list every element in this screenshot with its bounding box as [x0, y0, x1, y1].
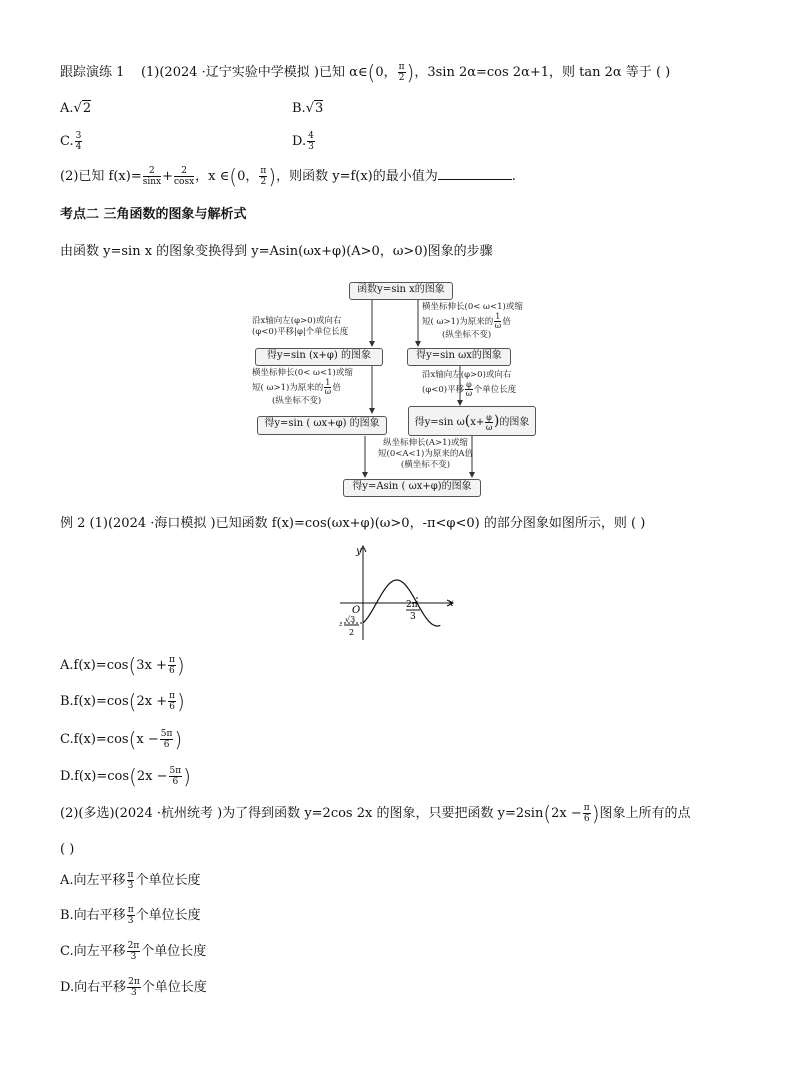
fraction-denominator: 6: [172, 777, 179, 787]
option-text: A.向左平移: [60, 873, 126, 888]
fraction-denominator: 3: [127, 916, 134, 926]
fraction-numerator: 2π: [128, 977, 140, 987]
note-text: 短( ω>1)为原来的: [252, 383, 324, 393]
fraction-denominator: 6: [169, 666, 175, 676]
function-graph: [330, 540, 460, 645]
q2-option-d: [60, 977, 207, 998]
note-right-shift: [422, 370, 516, 398]
example-option-a: A.f(x)=cos(3x + $\frac{\pi}{6}$ ): [60, 653, 185, 678]
y-tick-numerator: √3: [345, 615, 356, 624]
option-letter: D.: [292, 134, 307, 149]
option-text: 2x −: [136, 769, 168, 784]
option-fraction: [168, 655, 176, 676]
q2-open-paren: (: [229, 164, 238, 189]
q1-close-paren: ): [406, 60, 415, 85]
fraction-numerator: 5π: [169, 766, 182, 776]
fraction-numerator: π: [260, 166, 267, 176]
x-axis-label: x: [448, 598, 454, 609]
option-letter: C.: [60, 134, 74, 149]
flow-text: 的图象: [499, 417, 530, 428]
fraction-numerator: π: [127, 905, 134, 915]
example-option-d: D.f(x)=cos(2x − $\frac{5\pi}{6}$ ): [60, 764, 191, 789]
x-tick-denominator: 3: [410, 612, 416, 622]
fraction-denominator: 3: [308, 142, 314, 152]
fraction-denominator: 2: [260, 177, 267, 187]
option-text: 个单位长度: [135, 908, 201, 923]
fraction-denominator: 6: [169, 702, 175, 712]
practice-label: 跟踪演练 1: [60, 65, 125, 80]
option-fraction: [127, 941, 141, 962]
note-line: (纵坐标不变): [442, 330, 492, 340]
fraction-denominator: 3: [131, 988, 137, 998]
flow-fraction: [485, 413, 493, 432]
example-option-c: C.f(x)=cos(x − $\frac{5\pi}{6}$ ): [60, 727, 183, 752]
note-fraction: [494, 313, 501, 330]
option-text: C.向左平移: [60, 944, 126, 959]
fraction-numerator: π: [398, 62, 405, 72]
fraction-denominator: ω: [324, 387, 332, 396]
fraction-numerator: π: [127, 870, 134, 880]
option-text: x −: [136, 732, 159, 747]
option-text: B.f(x)=cos: [60, 694, 129, 709]
y-tick-sign: -: [339, 621, 343, 631]
example-2-part-2: (2)(多选)(2024 ·杭州统考 )为了得到函数 y=2cos 2x 的图象，只要把函数 y=2sin(2x − $\frac{\pi}{6}$ )图象上所有的点: [60, 801, 691, 826]
option-fraction: [127, 905, 135, 926]
fraction-numerator: 5π: [160, 729, 173, 739]
note-right-stretch: [422, 302, 523, 341]
fraction-denominator: ω: [465, 389, 473, 398]
option-letter: A.: [60, 101, 74, 116]
q1-option-b: B.√3: [292, 101, 324, 116]
origin-label: O: [352, 605, 361, 616]
q2-text-end: ，则函数 y=f(x)的最小值为: [276, 169, 438, 184]
fraction-numerator: π: [169, 691, 176, 701]
fraction-numerator: φ: [486, 413, 492, 422]
q1-option-a: A.√2: [60, 101, 92, 116]
note-line: 沿x轴向左(φ>0)或向右: [252, 316, 342, 326]
option-letter: B.: [292, 101, 306, 116]
note-left-shift: [252, 316, 348, 338]
option-text: B.向右平移: [60, 908, 126, 923]
fraction-numerator: 1: [325, 378, 331, 387]
note-line: (横坐标不变): [400, 460, 451, 470]
note-line: 横坐标伸长(0< ω<1)或缩: [422, 302, 523, 312]
option-text: D.向右平移: [60, 980, 127, 995]
option-text: 2x +: [136, 694, 168, 709]
option-fraction: [169, 766, 183, 787]
option-value: 2: [82, 101, 92, 116]
fraction-denominator: ω: [494, 321, 502, 330]
note-line: [252, 379, 353, 396]
note-bottom-stretch: [378, 438, 473, 471]
flow-text: 得y=sin ω: [414, 417, 465, 428]
note-text: 短( ω>1)为原来的: [422, 317, 494, 327]
fraction-denominator: cosx: [174, 177, 195, 187]
note-fraction: [465, 381, 473, 398]
q2-option-a: [60, 870, 200, 891]
option-fraction: [168, 691, 176, 712]
q1-range-start: 0，: [375, 65, 397, 80]
note-text: (φ<0)平移: [422, 385, 465, 395]
note-line: 纵坐标伸长(A>1)或缩: [383, 438, 468, 448]
q1-text-end: ，3sin 2α=cos 2α+1，则 tan 2α 等于 ( ): [414, 65, 671, 80]
fraction-denominator: ω: [485, 423, 493, 432]
q2-inner: 2x −: [551, 806, 582, 821]
fraction-numerator: 2: [143, 166, 161, 177]
note-line: (纵坐标不变): [272, 396, 322, 406]
q2-text-start: (2)(多选)(2024 ·杭州统考 )为了得到函数 y=2cos 2x 的图象，只要把函数 y=2sin: [60, 806, 544, 821]
note-line: 横坐标伸长(0< ω<1)或缩: [252, 368, 353, 378]
flow-right-step1-box: 得y=sin ωx的图象: [407, 348, 511, 366]
q2-close-paren: ): [268, 164, 277, 189]
option-text: 3x +: [136, 658, 167, 673]
option-fraction: [127, 977, 141, 998]
section-heading: 考点二 三角函数的图象与解析式: [60, 207, 247, 222]
fraction-numerator: φ: [466, 380, 472, 389]
note-text: 个单位长度: [473, 385, 517, 395]
fraction-numerator: 1: [495, 312, 501, 321]
note-line: 沿x轴向左(φ>0)或向右: [422, 370, 512, 380]
flow-start-box: 函数y=sin x的图象: [349, 282, 453, 300]
q1-text-start: (1)(2024 ·辽宁实验中学模拟 )已知 α∈: [140, 65, 368, 80]
example-option-b: B.f(x)=cos(2x + $\frac{\pi}{6}$ ): [60, 689, 185, 714]
fraction-denominator: 3: [130, 952, 137, 962]
q2-answer-paren: ( ): [60, 842, 75, 857]
option-value: 3: [314, 101, 324, 116]
q1-open-paren: (: [367, 60, 376, 85]
fraction-numerator: 4: [308, 131, 314, 141]
plus-sign: +: [162, 169, 174, 184]
fraction-denominator: sinx: [142, 177, 162, 187]
flow-right-step2-box: 得y=sin ω(x+ $\frac{\varphi}{\omega}$ )的图象: [408, 406, 536, 436]
q2-text-end: 图象上所有的点: [599, 806, 691, 821]
q2-range-start: 0，: [237, 169, 259, 184]
option-fraction: [160, 729, 174, 750]
q2-period: .: [511, 169, 516, 184]
note-line: (φ<0)平移|φ|个单位长度: [252, 327, 349, 337]
note-line: 短(0<A<1)为原来的A倍: [378, 449, 473, 459]
flow-left-step2-box: 得y=sin ( ωx+φ) 的图象: [257, 416, 387, 435]
example-2-question: 例 2 (1)(2024 ·海口模拟 )已知函数 f(x)=cos(ωx+φ)(ω>0，-π<φ<0) 的部分图象如图所示，则 ( ): [60, 516, 646, 531]
q2-fraction: [583, 803, 591, 824]
fraction-numerator: 2: [174, 166, 194, 177]
fraction-numerator: π: [168, 655, 175, 665]
option-text: D.f(x)=cos: [60, 769, 130, 784]
flow-end-box: 得y=Asin ( ωx+φ)的图象: [343, 479, 481, 497]
y-axis-label: y: [356, 546, 362, 557]
fraction-denominator: 4: [75, 142, 82, 152]
fraction-numerator: 2π: [127, 941, 140, 951]
fraction-denominator: 2: [398, 73, 405, 83]
q2-domain-text: ，x ∈: [195, 169, 230, 184]
option-text: 个单位长度: [135, 873, 201, 888]
option-fraction: [127, 870, 135, 891]
option-text: 个单位长度: [141, 980, 207, 995]
q2-option-c: [60, 941, 206, 962]
fraction-denominator: 3: [127, 881, 134, 891]
fraction-numerator: π: [583, 803, 590, 813]
note-line: [422, 313, 523, 330]
note-fraction: [324, 379, 331, 396]
note-left-stretch: [252, 368, 353, 407]
option-text: A.f(x)=cos: [60, 658, 129, 673]
x-tick-numerator: 2π: [406, 600, 418, 610]
note-line: [422, 381, 516, 398]
y-tick-denominator: 2: [349, 628, 355, 637]
note-text: 倍: [332, 383, 341, 393]
flow-text: x+: [470, 417, 485, 428]
option-text: C.f(x)=cos: [60, 732, 129, 747]
fraction-numerator: 3: [75, 131, 82, 141]
note-text: 倍: [502, 317, 511, 327]
section-intro: 由函数 y=sin x 的图象变换得到 y=Asin(ωx+φ)(A>0，ω>0)图象的步骤: [60, 244, 493, 259]
flow-left-step1-box: 得y=sin (x+φ) 的图象: [255, 348, 383, 366]
fraction-denominator: 6: [163, 740, 170, 750]
fraction-denominator: 6: [583, 814, 590, 824]
q2-option-b: [60, 905, 201, 926]
option-text: 个单位长度: [141, 944, 207, 959]
q2-text-start: (2)已知 f(x)=: [60, 169, 142, 184]
